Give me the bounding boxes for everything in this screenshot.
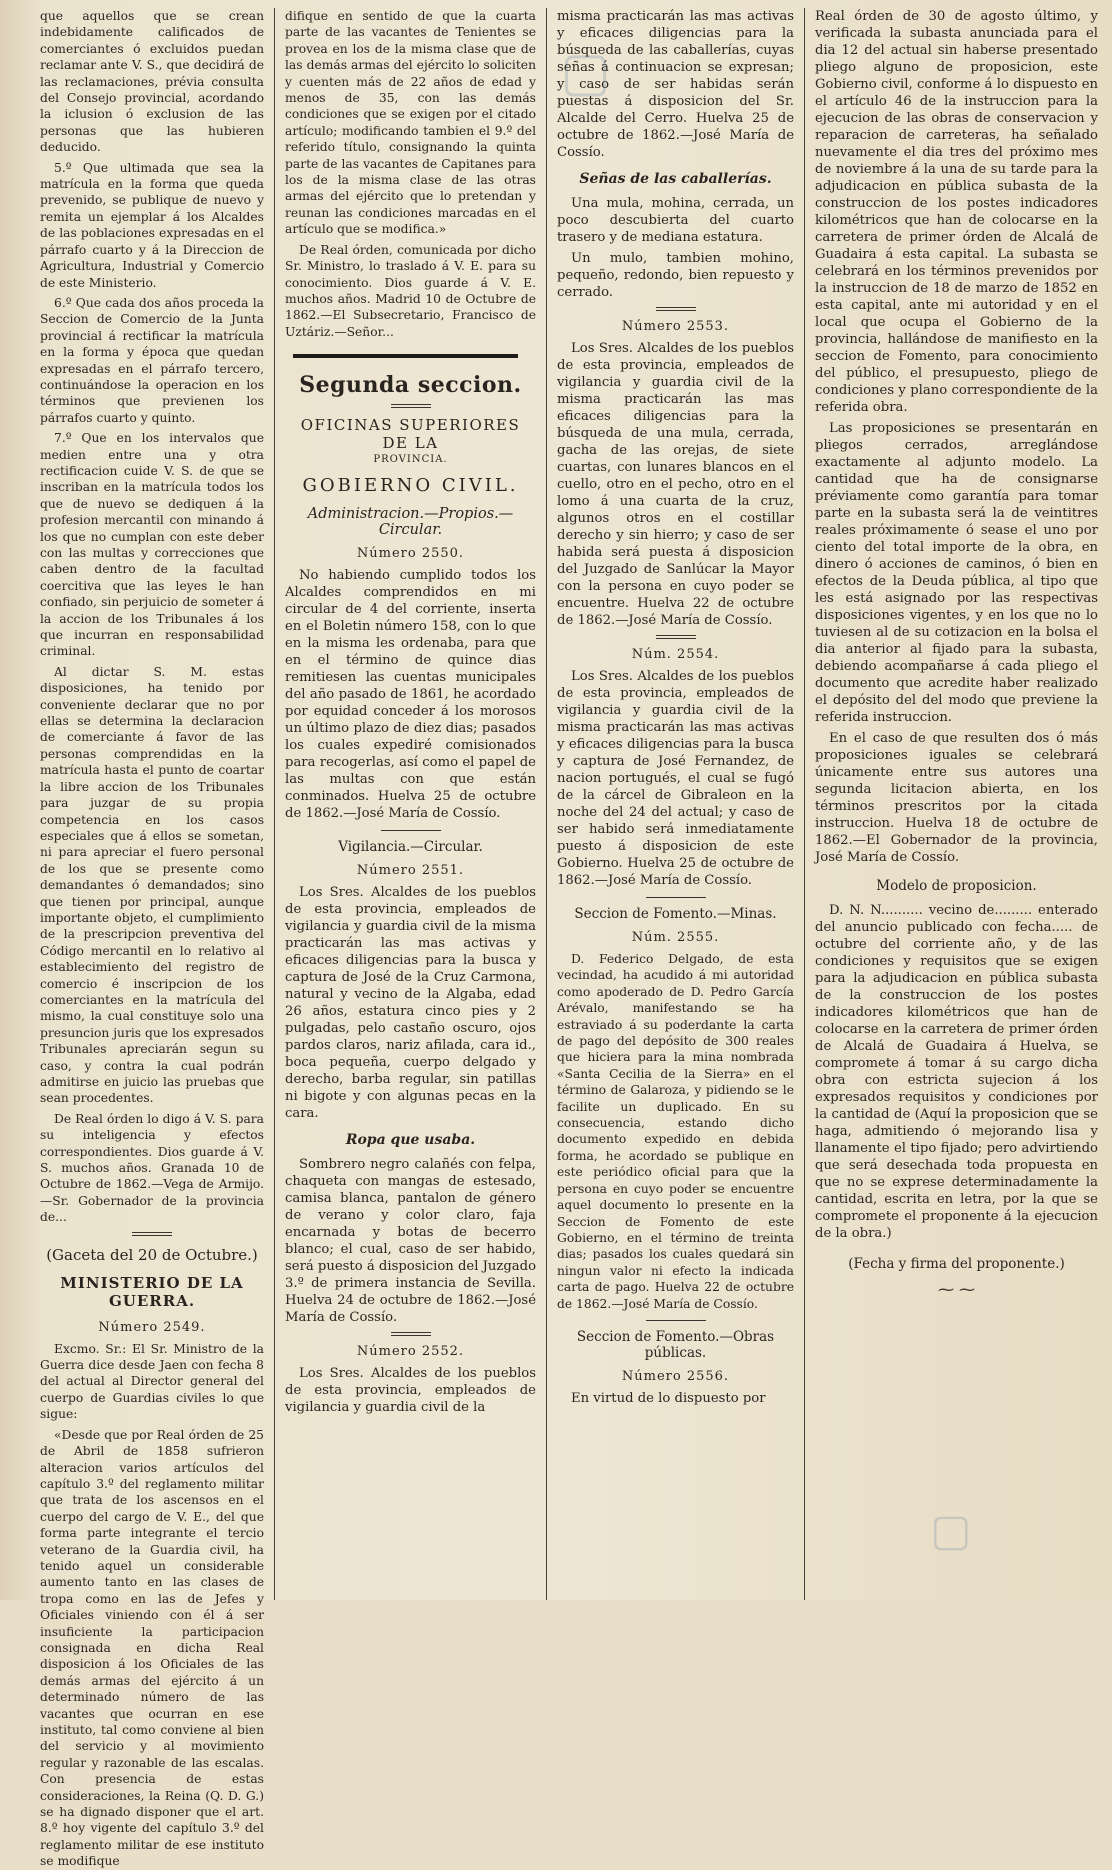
item-number: Número 2553.: [621, 319, 730, 334]
divider: [381, 830, 441, 831]
gaceta-heading: (Gaceta del 20 de Octubre.): [46, 1245, 258, 1264]
ministry-heading: MINISTERIO DE LA GUERRA.: [60, 1273, 244, 1310]
section-rule: [293, 354, 518, 358]
obras-heading: Seccion de Fomento.—Obras públicas.: [576, 1328, 775, 1361]
provincia-heading: PROVINCIA.: [373, 454, 448, 466]
divider: [391, 404, 431, 408]
paragraph: Las proposiciones se presentarán en pliegos cerrados, arreglándose exactamente al adjunto modelo. La cantidad que ha de consignarse préviamente como garantía para tomar parte en la subasta será la de veintitres reales próximamente ó sease el uno por ciento del total importe de la obra, en dinero ó acciones de caminos, ó bien en efectos de la Deuda pública, al tipo que les está asignado por las respectivas disposiciones vigentes, y en los que no lo tuviesen al de su cotizacion en la bolsa el dia anterior al fijado para la subasta, debiendo acompañarse á cada pliego el documento que acredite haber realizado el depósito del del modo que previene la referida instruccion.: [815, 421, 1098, 725]
senas-heading: Señas de las caballerías.: [579, 171, 772, 187]
paragraph: Una mula, mohina, cerrada, un poco descubierta del cuarto trasero y de mediana estatura.: [557, 196, 794, 245]
column-3: [546, 8, 804, 1600]
paragraph: misma practicarán las mas activas y eficaces diligencias para la búsqueda de las caballerías, cuyas señas á continuacion se expresan; y caso de ser habidas serán puestas á disposicion del Sr. Alcalde del Cerro. Huelva 25 de octubre de 1862.—José María de Cossío.: [557, 9, 794, 160]
paragraph: difique en sentido de que la cuarta parte de las vacantes de Tenientes se provea en los de la misma clase que de las demás armas del ejército lo soliciten y cuenten más de 22 años de edad y menos de 35, con las demás condiciones que se exigen por el citado artículo; modificando tambien el 9.º del referido título, consignando la quinta parte de las vacantes de Capitanes para los de la misma clase de las otras armas del ejército que lo pretendan y reunan las condiciones marcadas en el artículo que se modifica.»: [285, 9, 536, 237]
administracion-heading: Administracion.—Propios.—Circular.: [307, 506, 514, 539]
column-1: [40, 8, 274, 1869]
item-number: Número 2549.: [98, 1319, 206, 1335]
column-4: [804, 8, 1098, 1600]
modelo-heading: Modelo de proposicion.: [876, 878, 1037, 894]
paragraph: D. N. N.......... vecino de......... enterado del anuncio publicado con fecha..... de octubre del corriente año, y de las condiciones y requisitos que se exigen para la adjudicacion en pública subasta de la construccion de los postes indicadores kilométricos que han de colocarse en la carretera de primer órden de Alcalá de Guadaira á Huelva, se compromete á tomar á su cargo dicha obra con estricta sujecion á los expresados requisitos y condiciones por la cantidad de (Aquí la proposicion que se haga, admitiendo ó mejorando lisa y llanamente el tipo fijado; pero advirtiendo que será desechada toda propuesta en que no se exprese determinadamente la cantidad, escrita en letra, por la que se compromete el proponente á la ejecucion de la obra.): [815, 903, 1098, 1241]
library-watermark: ▢: [560, 40, 618, 103]
item-number: Núm. 2554.: [631, 647, 720, 662]
item-number: Número 2550.: [356, 546, 465, 562]
paragraph: Los Sres. Alcaldes de los pueblos de esta provincia, empleados de vigilancia y guardia civil de la misma practicarán las mas activas y eficaces diligencias para la busca y captura de José Fernandez, de nacion portugués, el cual se fugó de la cárcel de Gibraleon en la noche del 24 del actual; y caso de ser habido será inmediatamente puesto á disposicion de este Gobierno. Huelva 25 de octubre de 1862.—José María de Cossío.: [557, 669, 794, 888]
paragraph: «Desde que por Real órden de 25 de Abril de 1858 sufrieron alteracion varios artículos del capítulo 3.º del reglamento militar que trata de los ascensos en el cuerpo del cargo de V. E., del que forma parte integrante el tercio veterano de la Guardia civil, ha tenido aquel un considerable aumento tanto en las clases de tropa como en las de Jefes y Oficiales viniendo con él á ser insuficiente la participacion consignada en dicha Real disposicion á los Oficiales de las demás armas del ejército á un determinado número de las vacantes que ocurran en ese instituto, tal como conviene al bien del servicio y al movimiento regular y razonable de las escalas. Con presencia de estas consideraciones, la Reina (Q. D. G.) se ha dignado disponer que el art. 8.º hoy vigente del capítulo 3.º del reglamento militar de ese instituto se modifique: [40, 1427, 264, 1869]
paragraph: Un mulo, tambien mohino, pequeño, redondo, bien repuesto y cerrado.: [557, 251, 794, 300]
divider: [656, 635, 696, 639]
vigilancia-heading: Vigilancia.—Circular.: [338, 839, 483, 856]
paragraph: En el caso de que resulten dos ó más proposiciones iguales se celebrará únicamente entre sus autores una segunda licitacion abierta, en los términos prescritos por la citada instruccion. Huelva 18 de octubre de 1862.—El Gobernador de la provincia, José María de Cossío.: [815, 731, 1098, 865]
paragraph: 5.º Que ultimada que sea la matrícula en la forma que queda prevenido, se publique de nuevo y remita un ejemplar á los Alcaldes de las poblaciones expresadas en el párrafo cuarto y á la Direccion de Agricultura, Industrial y Comercio de este Ministerio.: [40, 160, 264, 290]
item-number: Número 2552.: [356, 1344, 465, 1360]
item-number: Número 2551.: [356, 863, 465, 879]
paragraph: D. Federico Delgado, de esta vecindad, ha acudido á mi autoridad como apoderado de D. Pedro García Arévalo, manifestando se ha estraviado á su poderdante la carta de pago del depósito de 300 reales que hiciera para la mina nombrada «Santa Cecilia de la Sierra» en el término de Galaroza, y pidiendo se le facilite un duplicado. En su consecuencia, estando dicho documento expedido en debida forma, he acordado se publique en este periódico oficial para que la persona en cuyo poder se encuentre aquel documento lo presente en la Seccion de Fomento de este Gobierno, en el término de treinta dias; pasados los cuales quedará sin ningun valor ni efecto la indicada carta de pago. Huelva 22 de octubre de 1862.—José María de Cossío.: [557, 952, 794, 1311]
paragraph: 6.º Que cada dos años proceda la Seccion de Comercio de la Junta provincial á rectificar la matrícula en la forma y época que quedan expresadas en el párrafo tercero, continuándose la operacion en los términos que previenen los párrafos cuarto y quinto.: [40, 295, 264, 425]
paragraph: Real órden de 30 de agosto último, y verificada la subasta anunciada para el dia 12 del actual sin haberse presentado pliego alguno de proposicion, este Gobierno civil, conforme á lo dispuesto en el artículo 46 de la instruccion para la ejecucion de las obras de conservacion y reparacion de carreteras, ha señalado nuevamente el dia tres del próximo mes de noviembre á la una de su tarde para la adjudicacion en pública subasta de la construccion de los postes indicadores kilométricos que han de colocarse en la carretera de primer órden de Alcalá de Guadaira á esta capital. La subasta se celebrará en los términos prevenidos por la instruccion de 18 de marzo de 1852 en esta capital, ante mi autoridad y en el local que ocupa el Gobierno de la provincia, hallándose de manifiesto en la seccion de Fomento, para conocimiento del público, el presupuesto, pliego de condiciones y plano correspondiente de la referida obra.: [815, 9, 1098, 415]
huelva-watermark: ▢: [930, 1505, 976, 1556]
paragraph: Al dictar S. M. estas disposiciones, ha tenido por conveniente declarar que no por ellas se determina la declaracion de comerciante á favor de las personas comprendidas en la matrícula hasta el punto de coartar la libre accion de los Tribunales para juzgar de su propia competencia en los casos especiales que á ellos se sometan, ni para apreciar el fuero personal de los que se presente como demandantes ó demandados; sino que tienen por principal, aunque importante objeto, el cumplimiento de la prescripcion preventiva del Código mercantil en lo relativo al establecimiento del registro de comercio é inscripcion de los comerciantes en la matrícula del mismo, la cual constituye solo una presuncion juris que los expresados Tribunales apreciarán segun su caso, y contra la cual podrán admitirse en juicio las pruebas que sean procedentes.: [40, 664, 264, 1106]
oficinas-heading: OFICINAS SUPERIORES DE LA: [300, 416, 521, 453]
paragraph: que aquellos que se crean indebidamente calificados de comerciantes ó excluidos puedan reclamar ante V. S., que decidirá de las reclamaciones, prévia consulta del Consejo provincial, acordando la iclusion ó exclusion de las personas que las hubieren deducido.: [40, 9, 264, 155]
fomento-heading: Seccion de Fomento.—Minas.: [574, 906, 777, 922]
paragraph: Los Sres. Alcaldes de los pueblos de esta provincia, empleados de vigilancia y guardia civil de la: [285, 1366, 536, 1416]
divider: [656, 307, 696, 311]
firma-line: (Fecha y firma del proponente.): [848, 1256, 1065, 1272]
paragraph: No habiendo cumplido todos los Alcaldes comprendidos en mi circular de 4 del corriente, inserta en el Boletin número 158, con lo que en la misma les ordenaba, para que en el término de quince dias remitiesen las cuentas municipales del año pasado de 1861, he acordado por equidad conceder á los morosos un último plazo de diez dias; pasados los cuales expediré comisionados para recogerlas, así como el papel de las multas con que están conminados. Huelva 25 de octubre de 1862.—José María de Cossío.: [285, 568, 536, 822]
divider: [646, 1320, 706, 1321]
paragraph: Excmo. Sr.: El Sr. Ministro de la Guerra dice desde Jaen con fecha 8 del actual al Director general del cuerpo de Guardias civiles lo que sigue:: [40, 1341, 264, 1422]
paragraph: Sombrero negro calañés con felpa, chaqueta con mangas de estesado, camisa blanca, pantalon de género de verano y color claro, faja encarnada y botas de becerro blanco; el cual, caso de ser habido, será puesto á disposicion del Juzgado 3.º de primera instancia de Sevilla. Huelva 24 de octubre de 1862.—José María de Cossío.: [285, 1157, 537, 1326]
paragraph: En virtud de lo dispuesto por: [571, 1390, 766, 1406]
paragraph: 7.º Que en los intervalos que medien entre una y otra rectificacion cuide V. S. de que se inscriban en la matrícula todos los que de nuevo se dediquen á la profesion mercantil con minando á los que no cumplan con este deber con las multas y correcciones que caben dentro de la facultad coercitiva que las leyes le han confiado, sin perjuicio de someter á la accion de los Tribunales á los que incurran en responsabilidad criminal.: [40, 431, 264, 659]
gobierno-heading: GOBIERNO CIVIL.: [302, 475, 519, 497]
paragraph: Los Sres. Alcaldes de los pueblos de esta provincia, empleados de vigilancia y guardia civil de la misma practicarán las mas eficaces diligencias para la búsqueda de una mula, cerrada, gacha de las orejas, de siete cuartas, con lunares blancos en el cuello, otro en el pecho, otro en el lomo á una cuarta de la cruz, algunos otros en el costillar derecho y sin hierro; y caso de ser habida será puesta á disposicion del Juzgado de Sanlúcar la Mayor con la persona en cuyo poder se encuentre. Huelva 22 de octubre de 1862.—José María de Cossío.: [557, 341, 794, 628]
item-number: Núm. 2555.: [631, 930, 720, 945]
column-2: [274, 8, 546, 1600]
divider: [132, 1232, 172, 1236]
paragraph: De Real órden, comunicada por dicho Sr. Ministro, lo traslado á V. E. para su conocimiento. Dios guarde á V. E. muchos años. Madrid 10 de Octubre de 1862.—El Subsecretario, Francisco de Uztáriz.—Señor...: [285, 242, 536, 339]
section-title: Segunda seccion.: [299, 372, 522, 399]
item-number: Número 2556.: [621, 1368, 730, 1384]
paragraph: Los Sres. Alcaldes de los pueblos de esta provincia, empleados de vigilancia y guardia civil de la misma practicarán las mas activas y eficaces diligencias para la busca y captura de José de la Cruz Carmona, natural y vecino de la Algaba, edad 26 años, estatura cinco pies y 2 pulgadas, pelo castaño oscuro, ojos pardos claros, nariz afilada, cara id., boca pequeña, cuerpo delgado y derecho, barba regular, sin patillas ni bigote y con algunas pecas en la cara.: [285, 885, 536, 1122]
paragraph: De Real órden lo digo á V. S. para su inteligencia y efectos correspondientes. Dios guarde á V. S. muchos años. Granada 10 de Octubre de 1862.—Vega de Armijo.—Sr. Gobernador de la provincia de...: [40, 1111, 264, 1225]
flourish-ornament: ⁓ ⁓: [937, 1280, 976, 1299]
divider: [391, 1332, 431, 1336]
ropa-heading: Ropa que usaba.: [345, 1132, 476, 1149]
divider: [646, 897, 706, 898]
